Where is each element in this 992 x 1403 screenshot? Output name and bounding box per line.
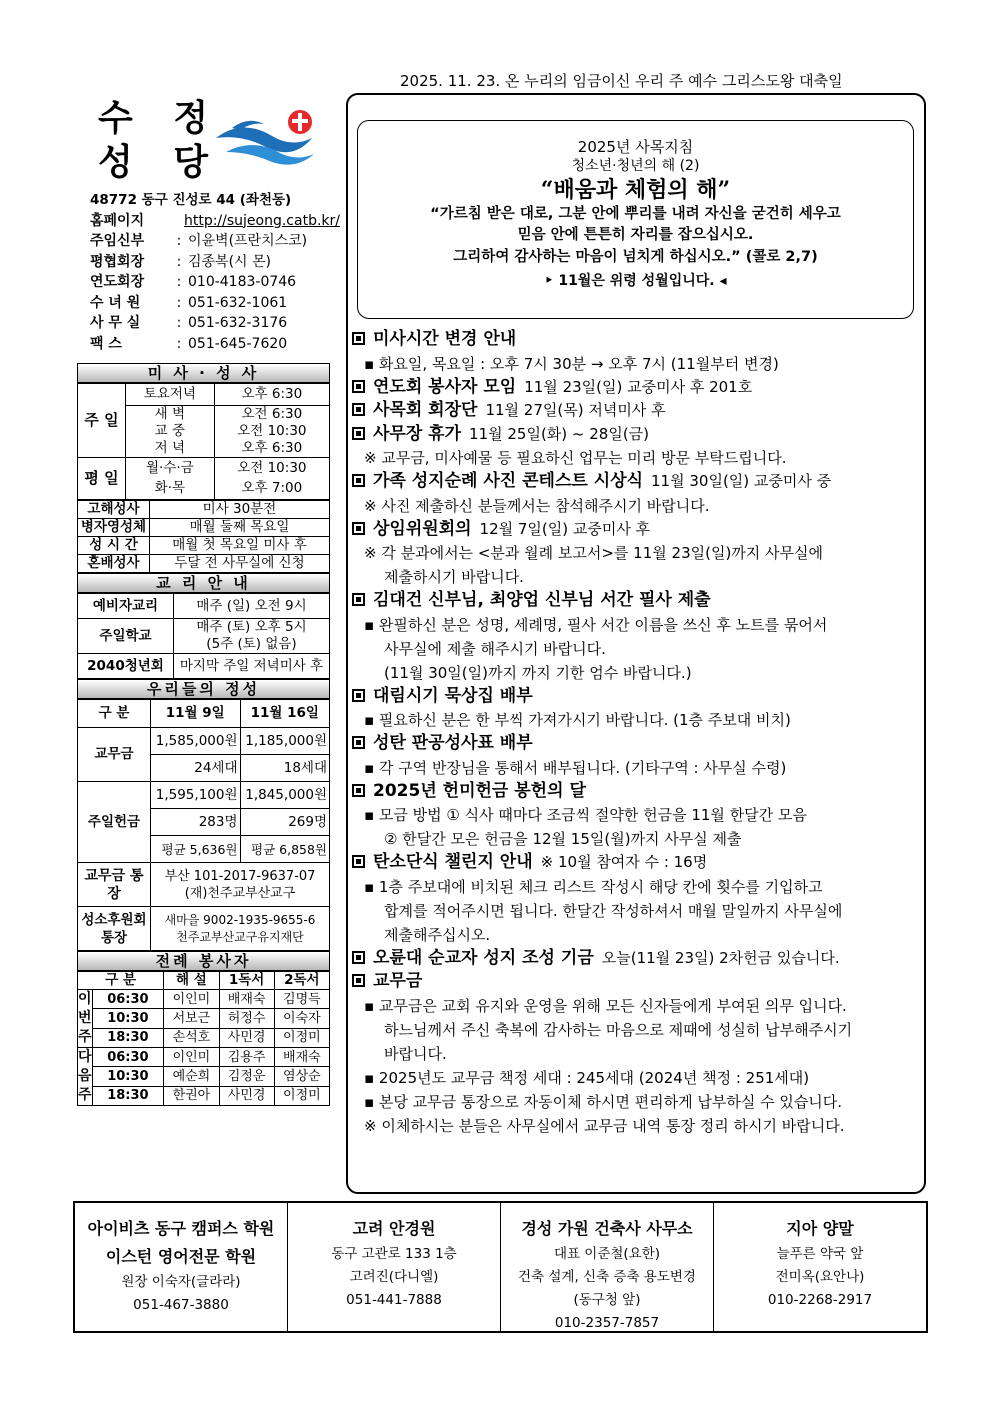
contact-value: 이윤벽(프란치스코): [188, 233, 308, 249]
contact-value: 051-632-3176: [188, 315, 288, 331]
liturgy-cell: 06:30: [92, 990, 164, 1009]
offering-cell: 1,595,100원: [151, 782, 241, 809]
account-number: 새마을 9002-1935-9655-6: [164, 912, 316, 927]
motto-quote: “가르침 받은 대로, 그분 안에 뿌리를 내려 자신을 굳건히 세우고: [430, 206, 841, 222]
contact-value: 051-645-7620: [188, 335, 288, 352]
contact-row: [90, 293, 340, 314]
address: 48772 동구 진성로 44 (좌천동): [90, 192, 292, 208]
offering-table: [77, 699, 330, 951]
news-line: ※ 교무금, 미사예물 등 필요하신 업무는 미리 방문 부탁드립니다.: [364, 449, 787, 467]
news-line: ▪ 교무금은 교회 유지와 운영을 위해 모든 신자들에게 부여된 의무 입니다.: [364, 996, 847, 1015]
news-line: ▪ 1층 주보대에 비치된 체크 리스트 작성시 해당 칸에 횟수를 기입하고: [364, 877, 823, 896]
doctrine-value: 마지막 주일 저녁미사 후: [174, 654, 330, 679]
news-heading: [352, 732, 922, 756]
news-heading: [352, 685, 922, 709]
checkbox-icon: [352, 736, 365, 749]
liturgy-cell: 배재숙: [274, 1048, 329, 1067]
checkbox-icon: [352, 951, 365, 964]
liturgy-cell: 허정수: [219, 1009, 274, 1028]
motto-quote: 믿음 안에 튼튼히 자리를 잡으십시오.: [517, 227, 754, 243]
news-line: 하느님께서 주신 축복에 감사하는 마음으로 제때에 성실히 납부해주시기: [384, 1020, 853, 1039]
news-line: (11월 30일(일)까지 까지 기한 엄수 바랍니다.): [384, 663, 692, 682]
motto-theme: 청소년·청년의 해 (2): [571, 158, 700, 174]
mass-section: [77, 363, 330, 1106]
offering-label: 교무금: [78, 728, 151, 782]
mass-time: 오전 10:30: [214, 458, 329, 479]
news-line: 합계를 적어주시면 됩니다. 한달간 작성하셔서 매월 말일까지 사무실에: [384, 901, 843, 920]
contact-info: [90, 190, 340, 354]
news-heading: [352, 423, 922, 447]
offering-header: 11월 16일: [240, 700, 330, 728]
news-title: 상임위원회의: [373, 518, 472, 539]
contact-label: 평협회장: [90, 253, 145, 270]
news-subtitle: ※ 10월 참여자 수 : 16명: [540, 853, 708, 871]
liturgy-cell: 18:30: [92, 1086, 164, 1105]
doctrine-label: 2040청년회: [78, 654, 174, 679]
ad-title: 이스턴 영어전문 학원: [105, 1247, 257, 1266]
doctrine-value: 매주 (일) 오전 9시: [174, 594, 330, 619]
liturgy-header: 해 설: [164, 972, 219, 990]
mass-name: 화·목: [126, 479, 215, 500]
checkbox-icon: [352, 974, 365, 987]
news-line: ▪ 모금 방법 ① 식사 때마다 조금씩 절약한 헌금을 11월 한달간 모음: [364, 806, 807, 824]
ad-card: [501, 1203, 714, 1331]
contact-row: [90, 231, 340, 252]
news-title: 오륜대 순교자 성지 조성 기금: [373, 947, 594, 968]
sacrament-value: 매월 첫 목요일 미사 후: [150, 537, 330, 555]
offering-label: 주일헌금: [78, 782, 151, 863]
liturgy-cell: 김용주: [219, 1048, 274, 1067]
contact-row: [90, 252, 340, 273]
liturgy-cell: 이정미: [274, 1086, 329, 1105]
mass-name: 교 중: [126, 423, 215, 440]
news-line: 사무실에 제출 해주시기 바랍니다.: [384, 639, 606, 658]
sacrament-value: 매월 둘째 목요일: [150, 519, 330, 537]
liturgy-cell: 염상순: [274, 1067, 329, 1086]
mass-time: 오전 10:30: [214, 423, 329, 440]
contact-row: [90, 211, 340, 232]
liturgy-cell: 18:30: [92, 1028, 164, 1047]
news-line: ▪ 완필하신 분은 성명, 세례명, 필사 서간 이름을 쓰신 후 노트를 묶어서: [364, 615, 828, 634]
liturgy-header: 1독서: [219, 972, 274, 990]
liturgy-cell: 배재숙: [219, 990, 274, 1009]
offering-cell: 269명: [240, 809, 330, 836]
contact-value: 김종복(시 몬): [188, 253, 271, 270]
contact-label: 연도회장: [90, 274, 145, 290]
offering-cell: 18세대: [240, 755, 330, 782]
liturgy-cell: 10:30: [92, 1009, 164, 1028]
contact-label: 수 녀 원: [90, 294, 141, 311]
account-number: 부산 101-2017-9637-07: [164, 868, 316, 884]
week-label: 이 번 주: [78, 990, 93, 1048]
news-line: ② 한달간 모은 헌금을 12월 15일(월)까지 사무실 제출: [384, 830, 742, 848]
news-list: [352, 328, 922, 1138]
contact-separator: :: [176, 294, 182, 311]
liturgy-cell: 서보근: [164, 1009, 219, 1028]
liturgy-cell: 사민경: [219, 1028, 274, 1047]
mass-name: 월·수·금: [126, 458, 215, 479]
liturgy-header: 2독서: [274, 972, 329, 990]
liturgy-title: 전례 봉사자: [77, 951, 330, 971]
contact-separator: :: [176, 253, 182, 270]
ad-card: [288, 1203, 501, 1331]
news-subtitle: 오늘(11월 23일) 2차헌금 있습니다.: [601, 948, 840, 967]
checkbox-icon: [352, 855, 365, 868]
news-line: 제출해주십시오.: [384, 925, 491, 944]
offering-cell: 평균 5,636원: [151, 836, 241, 863]
news-title: 사목회 회장단: [373, 400, 478, 420]
pastoral-motto-box: [357, 120, 914, 319]
offering-header: 11월 9일: [151, 700, 241, 728]
news-line: ▪ 화요일, 목요일 : 오후 7시 30분 → 오후 7시 (11월부터 변경): [364, 354, 779, 373]
liturgy-cell: 한권아: [164, 1086, 219, 1105]
news-heading: [352, 518, 922, 542]
offering-cell: 1,845,000원: [240, 782, 330, 809]
ad-line: 010-2357-7857: [554, 1315, 660, 1331]
news-line: ※ 이체하시는 분들은 사무실에서 교무금 내역 통장 정리 하시기 바랍니다.: [364, 1116, 845, 1135]
ad-line: 건축 설계, 신축 증축 용도변경: [518, 1269, 696, 1285]
doctrine-label: 주일학교: [78, 619, 174, 654]
liturgy-cell: 김명득: [274, 990, 329, 1009]
news-line: ▪ 본당 교무금 통장으로 자동이체 하시면 편리하게 납부하실 수 있습니다.: [364, 1092, 843, 1111]
sacrament-label: 혼배성사: [78, 555, 150, 573]
offering-cell: 1,585,000원: [151, 728, 241, 755]
contact-row: [90, 313, 340, 334]
contact-value: 051-632-1061: [188, 294, 288, 311]
motto-year: 2025년 사목지침: [577, 138, 694, 156]
news-title: 가족 성지순례 사진 콘테스트 시상식: [373, 471, 644, 491]
offering-label: 성소후원회 통장: [78, 907, 151, 951]
liturgy-cell: 김정운: [219, 1067, 274, 1086]
news-line: ※ 각 분과에서는 <분과 월례 보고서>를 11월 23일(일)까지 사무실에: [364, 544, 823, 562]
offering-cell: 283명: [151, 809, 241, 836]
ad-title: 경성 가원 건축사 사무소: [521, 1219, 693, 1238]
news-heading: [352, 851, 922, 875]
account-holder: 천주교부산교구유지재단: [176, 929, 304, 944]
week-label: 다 음 주: [78, 1048, 93, 1106]
ad-title: 고려 안경원: [352, 1219, 436, 1238]
contact-separator: :: [176, 274, 182, 290]
checkbox-icon: [352, 689, 365, 702]
news-title: 성탄 판공성사표 배부: [373, 733, 533, 753]
news-line: ▪ 각 구역 반장님을 통해서 배부됩니다. (기타구역 : 사무실 수령): [364, 758, 787, 777]
news-title: 탄소단식 챌린지 안내: [373, 852, 533, 872]
news-heading: [352, 970, 922, 994]
checkbox-icon: [352, 380, 365, 393]
ad-line: 051-441-7888: [346, 1292, 442, 1308]
news-line: 바랍니다.: [384, 1044, 447, 1063]
mass-title: 미 사 · 성 사: [77, 363, 330, 383]
contact-label: 홈페이지: [90, 212, 145, 229]
weekday-label: 평 일: [78, 458, 126, 500]
news-heading: [352, 589, 922, 613]
news-title: 교무금: [373, 971, 423, 991]
checkbox-icon: [352, 474, 365, 487]
doctrine-value: 매주 (토) 오후 5시: [196, 619, 307, 635]
mass-time: 오전 6:30: [214, 406, 329, 424]
liturgy-cell: 이인미: [164, 990, 219, 1009]
news-title: 연도회 봉사자 모임: [373, 376, 517, 397]
sacrament-label: 성 시 간: [78, 537, 150, 555]
news-title: 김대건 신부님, 최양업 신부님 서간 필사 제출: [373, 590, 711, 610]
liturgy-cell: 손석호: [164, 1028, 219, 1047]
ad-card: [714, 1203, 926, 1331]
sacrament-label: 병자영성체: [78, 519, 150, 537]
ad-card: [75, 1203, 288, 1331]
mass-time: 오후 6:30: [214, 384, 329, 406]
motto-month: ‣ 11월은 위령 성월입니다. ◂: [544, 273, 727, 289]
church-logo-icon: [212, 108, 320, 170]
news-title: 미사시간 변경 안내: [373, 329, 517, 349]
doctrine-label: 예비자교리: [78, 594, 174, 619]
checkbox-icon: [352, 332, 365, 345]
contact-label: 사 무 실: [90, 315, 141, 331]
news-subtitle: 11월 30일(일) 교중미사 중: [651, 472, 832, 490]
contact-row: [90, 272, 340, 293]
ad-title: 지아 양말: [786, 1219, 854, 1238]
news-line: 제출하시기 바랍니다.: [384, 568, 524, 586]
liturgy-cell: 이인미: [164, 1048, 219, 1067]
church-name: 수 정 성 당: [98, 97, 223, 183]
doctrine-table: [77, 593, 330, 679]
ad-line: 동구 고관로 133 1층: [331, 1246, 457, 1262]
ad-line: 010-2268-2917: [767, 1292, 873, 1308]
contact-label: 주임신부: [90, 233, 145, 249]
mass-name: 새 벽: [126, 406, 215, 424]
motto-title: “배움과 체험의 해”: [540, 177, 731, 203]
ad-line: 원장 이숙자(글라라): [121, 1274, 241, 1290]
mass-time: 오후 6:30: [214, 440, 329, 458]
news-heading: [352, 470, 922, 494]
motto-quote: 그리하여 감사하는 마음이 넘치게 하십시오.” (콜로 2,7): [453, 249, 818, 265]
doctrine-title: 교 리 안 내: [77, 573, 330, 593]
checkbox-icon: [352, 593, 365, 606]
news-title: 2025년 헌미헌금 봉헌의 달: [373, 780, 586, 801]
offering-cell: 평균 6,858원: [240, 836, 330, 863]
sacrament-table: [77, 500, 330, 573]
contact-label: 팩 스: [90, 335, 122, 352]
news-line: ※ 사진 제출하신 분들께서는 참석해주시기 바랍니다.: [364, 496, 710, 515]
offering-header: 구 분: [78, 700, 151, 728]
news-heading: [352, 947, 922, 971]
news-title: 대림시기 묵상집 배부: [373, 685, 533, 706]
offering-cell: 24세대: [151, 755, 241, 782]
ad-line: 전미옥(요안나): [775, 1269, 865, 1285]
news-subtitle: 11월 27일(목) 저녁미사 후: [485, 401, 666, 419]
ad-line: (동구청 앞): [573, 1292, 641, 1308]
liturgy-cell: 이숙자: [274, 1009, 329, 1028]
contact-separator: [167, 211, 184, 232]
mass-time: 오후 7:00: [214, 479, 329, 500]
news-line: ▪ 필요하신 분은 한 부씩 가져가시기 바랍니다. (1층 주보대 비치): [364, 711, 791, 729]
sacrament-value: 미사 30분전: [150, 501, 330, 519]
checkbox-icon: [352, 427, 365, 440]
mass-name: 저 녁: [126, 440, 215, 458]
liturgy-cell: 사민경: [219, 1086, 274, 1105]
news-heading: [352, 328, 922, 352]
liturgy-cell: 10:30: [92, 1067, 164, 1086]
sunday-label: 주 일: [78, 384, 126, 458]
ads-footer: [73, 1201, 928, 1333]
news-subtitle: 11월 23일(일) 교중미사 후 201호: [524, 377, 753, 396]
news-line: ▪ 2025년도 교무금 책정 세대 : 245세대 (2024년 책정 : 251세대): [364, 1068, 810, 1087]
date-line: 2025. 11. 23. 온 누리의 임금이신 우리 주 예수 그리스도왕 대축일: [400, 72, 843, 90]
news-heading: [352, 376, 922, 400]
contact-value: http://sujeong.catb.kr/: [183, 212, 340, 229]
ad-line: 늘푸른 약국 앞: [776, 1246, 864, 1262]
contact-separator: :: [176, 233, 182, 249]
liturgy-cell: 이정미: [274, 1028, 329, 1047]
ad-line: 051-467-3880: [133, 1297, 229, 1313]
news-subtitle: 11월 25일(화) ~ 28일(금): [469, 424, 650, 443]
offering-label: 교무금 통장: [78, 863, 151, 907]
checkbox-icon: [352, 403, 365, 416]
liturgy-table: [77, 971, 330, 1106]
news-heading: [352, 399, 922, 423]
mass-table: [77, 383, 330, 500]
account-holder: (재)천주교부산교구: [184, 885, 296, 901]
news-subtitle: 12월 7일(일) 교중미사 후: [479, 519, 651, 538]
contact-row: [90, 334, 340, 355]
ad-line: 고려진(다니엘): [349, 1269, 439, 1285]
contact-separator: :: [176, 335, 182, 352]
contact-value: 010-4183-0746: [188, 274, 297, 290]
news-heading: [352, 780, 922, 804]
liturgy-header: 구 분: [78, 972, 164, 990]
contact-separator: :: [176, 315, 182, 331]
doctrine-value: (5주 (토) 없음): [206, 636, 297, 652]
news-title: 사무장 휴가: [373, 423, 462, 444]
sacrament-label: 고해성사: [78, 501, 150, 519]
checkbox-icon: [352, 784, 365, 797]
mass-name: 토요저녁: [126, 384, 215, 406]
sacrament-value: 두달 전 사무실에 신청: [150, 555, 330, 573]
offering-title: 우리들의 정성: [77, 679, 330, 699]
liturgy-cell: 06:30: [92, 1048, 164, 1067]
checkbox-icon: [352, 522, 365, 535]
liturgy-cell: 예순희: [164, 1067, 219, 1086]
offering-cell: 1,185,000원: [240, 728, 330, 755]
ad-title: 아이비츠 동구 캠퍼스 학원: [87, 1219, 275, 1238]
ad-line: 대표 이준철(요한): [553, 1246, 661, 1262]
